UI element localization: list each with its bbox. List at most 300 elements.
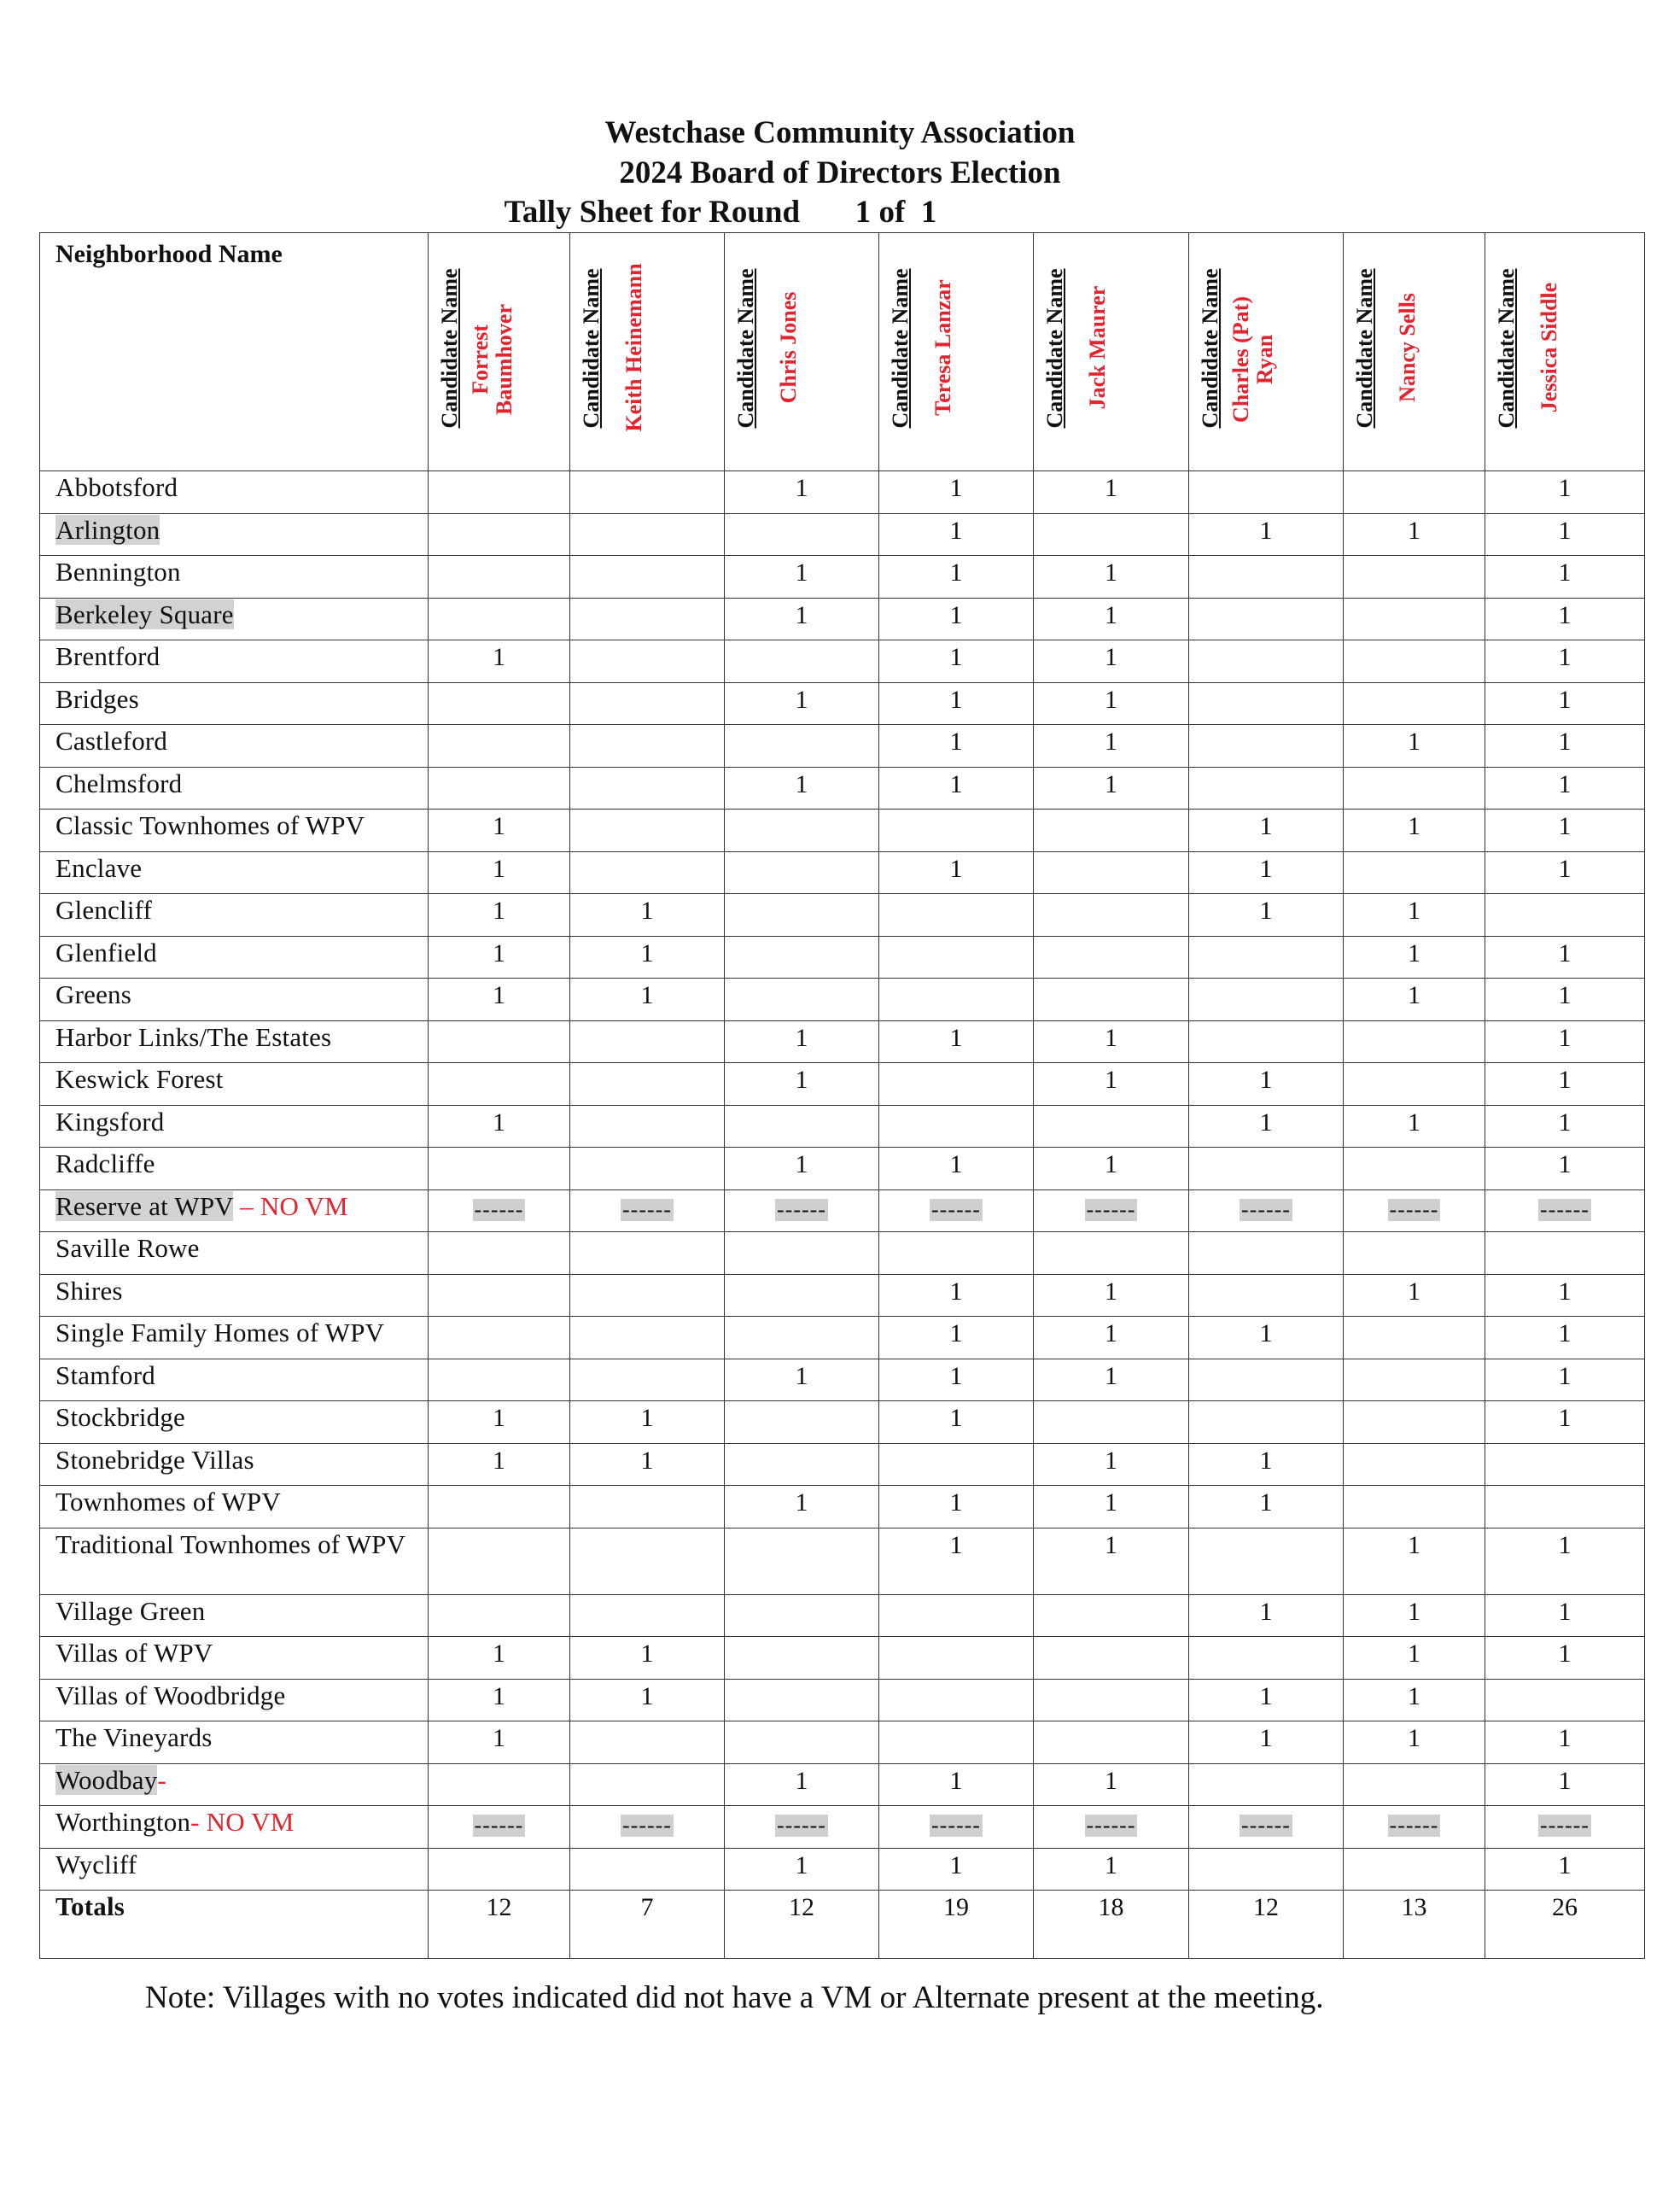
vote-cell <box>429 1679 570 1721</box>
vote-cell <box>1189 1359 1344 1401</box>
vote-mark: 1 <box>1558 1066 1572 1094</box>
vote-mark: 1 <box>949 728 963 756</box>
vote-cell <box>429 1148 570 1190</box>
vote-cell <box>879 1763 1034 1806</box>
vote-cell <box>1189 767 1344 810</box>
vote-mark: 1 <box>1408 728 1420 756</box>
vote-cell <box>1034 1020 1189 1063</box>
vote-cell <box>570 894 725 937</box>
no-vm-note: – NO VM <box>233 1190 348 1221</box>
neighborhood-name <box>40 725 429 768</box>
neighborhood-name <box>40 1721 429 1764</box>
neighborhood-label: Shires <box>55 1275 123 1306</box>
table-row <box>40 556 1645 599</box>
vote-mark: 1 <box>1408 1108 1420 1137</box>
vote-cell <box>1485 513 1645 556</box>
vote-cell <box>1485 1105 1645 1148</box>
association-title: Westchase Community Association <box>604 115 1076 150</box>
vote-cell <box>1189 810 1344 852</box>
vote-mark: 1 <box>640 1446 654 1475</box>
vote-cell <box>570 1594 725 1637</box>
neighborhood-name <box>40 979 429 1021</box>
no-vote-dashes: ------ <box>1540 1813 1590 1838</box>
no-vote-dashes: ------ <box>1241 1196 1291 1222</box>
vote-cell <box>1485 1806 1645 1849</box>
vote-cell <box>1034 598 1189 640</box>
neighborhood-label: Stamford <box>55 1359 155 1390</box>
candidate-name: Jessica Siddle <box>1537 282 1561 413</box>
table-row <box>40 979 1645 1021</box>
vote-mark: 1 <box>493 1108 505 1137</box>
vote-mark: 1 <box>795 1766 808 1795</box>
vote-cell <box>725 556 879 599</box>
neighborhood-label: Woodbay <box>55 1764 158 1795</box>
neighborhood-label: Keswick Forest <box>55 1064 224 1094</box>
vote-cell <box>570 1848 725 1891</box>
neighborhood-name <box>40 1848 429 1891</box>
vote-cell <box>1485 556 1645 599</box>
table-row <box>40 1317 1645 1359</box>
vote-cell <box>1344 598 1485 640</box>
vote-cell <box>570 725 725 768</box>
neighborhood-label: Harbor Links/The Estates <box>55 1021 332 1052</box>
vote-cell <box>1344 1848 1485 1891</box>
vote-cell <box>1344 810 1485 852</box>
vote-cell <box>1485 851 1645 894</box>
vote-cell <box>879 851 1034 894</box>
vote-cell <box>725 1763 879 1806</box>
table-row <box>40 1274 1645 1317</box>
vote-mark: 1 <box>493 981 505 1009</box>
vote-cell <box>429 1443 570 1486</box>
vote-cell <box>1034 1105 1189 1148</box>
candidate-name: Jack Maurer <box>1085 285 1110 410</box>
vote-cell <box>879 471 1034 514</box>
vote-cell <box>725 1105 879 1148</box>
no-vm-note: - <box>157 1764 166 1795</box>
vote-mark: 1 <box>1558 728 1572 756</box>
vote-mark: 1 <box>1105 1530 1117 1559</box>
vote-mark: 1 <box>949 1530 963 1559</box>
vote-cell <box>1189 1637 1344 1680</box>
vote-mark: 1 <box>795 1066 808 1094</box>
vote-cell <box>1034 1063 1189 1106</box>
neighborhood-name <box>40 598 429 640</box>
vote-cell <box>725 1359 879 1401</box>
vote-cell <box>1034 810 1189 852</box>
vote-cell <box>1189 640 1344 683</box>
vote-cell <box>1189 1189 1344 1232</box>
vote-cell <box>1189 1721 1344 1764</box>
vote-cell <box>879 1806 1034 1849</box>
vote-cell <box>570 1763 725 1806</box>
vote-mark: 1 <box>949 474 963 502</box>
vote-mark: 1 <box>493 1446 505 1475</box>
vote-cell <box>1344 936 1485 979</box>
total-cell: 12 <box>725 1891 879 1959</box>
vote-cell <box>725 1317 879 1359</box>
table-row <box>40 1443 1645 1486</box>
vote-cell <box>1189 1443 1344 1486</box>
vote-cell <box>1344 1486 1485 1528</box>
candidate-name: Teresa Lanzar <box>930 279 955 416</box>
vote-cell <box>1485 1763 1645 1806</box>
vote-cell <box>1485 1721 1645 1764</box>
vote-cell <box>879 1359 1034 1401</box>
neighborhood-name <box>40 1232 429 1275</box>
vote-mark: 1 <box>1259 1446 1273 1475</box>
vote-cell <box>1034 1763 1189 1806</box>
vote-mark: 1 <box>795 558 808 587</box>
vote-cell <box>879 598 1034 640</box>
vote-cell <box>725 1806 879 1849</box>
vote-mark: 1 <box>1105 1766 1117 1795</box>
neighborhood-label: Single Family Homes of WPV <box>55 1318 385 1347</box>
total-cell: 12 <box>1189 1891 1344 1959</box>
vote-mark: 1 <box>1558 1150 1572 1178</box>
vote-cell <box>1485 1232 1645 1275</box>
vote-mark: 1 <box>949 1023 963 1052</box>
vote-mark: 1 <box>1105 685 1117 714</box>
vote-cell <box>879 1721 1034 1764</box>
vote-cell <box>570 1359 725 1401</box>
vote-mark: 1 <box>493 1681 505 1710</box>
vote-mark: 1 <box>1408 981 1420 1009</box>
no-vote-dashes: ------ <box>474 1196 524 1222</box>
table-row <box>40 1105 1645 1148</box>
totals-row <box>40 1891 1645 1959</box>
no-vote-dashes: ------ <box>622 1196 672 1222</box>
candidate-name-label: Candidate Name <box>1352 268 1377 429</box>
vote-mark: 1 <box>795 1850 808 1879</box>
vote-cell <box>879 1189 1034 1232</box>
vote-cell <box>1034 1359 1189 1401</box>
vote-mark: 1 <box>1105 1446 1117 1475</box>
vote-mark: 1 <box>1558 812 1572 840</box>
vote-mark: 1 <box>493 643 505 671</box>
candidate-header-teresa-lanzar <box>879 233 1034 471</box>
neighborhood-label: Chelmsford <box>55 768 183 798</box>
vote-cell <box>1034 936 1189 979</box>
neighborhood-label: Classic Townhomes of WPV <box>55 810 365 840</box>
neighborhood-label: Bennington <box>55 557 181 587</box>
vote-cell <box>879 513 1034 556</box>
vote-cell <box>1485 1148 1645 1190</box>
vote-cell <box>1189 1063 1344 1106</box>
table-row <box>40 767 1645 810</box>
vote-cell <box>879 936 1034 979</box>
candidate-header-chris-jones <box>725 233 879 471</box>
vote-cell <box>570 598 725 640</box>
vote-mark: 1 <box>1259 854 1273 883</box>
neighborhood-name <box>40 1637 429 1680</box>
no-vote-dashes: ------ <box>777 1196 826 1222</box>
vote-mark: 1 <box>795 600 808 629</box>
vote-cell <box>1034 979 1189 1021</box>
vote-cell <box>429 682 570 725</box>
no-vote-dashes: ------ <box>1241 1813 1291 1838</box>
vote-cell <box>725 1528 879 1594</box>
neighborhood-header: Neighborhood Name <box>40 233 429 471</box>
vote-cell <box>879 1401 1034 1444</box>
vote-mark: 1 <box>795 1488 808 1517</box>
vote-cell <box>1485 725 1645 768</box>
vote-cell <box>1034 1148 1189 1190</box>
vote-cell <box>1344 1274 1485 1317</box>
vote-cell <box>429 1274 570 1317</box>
neighborhood-name <box>40 1401 429 1444</box>
vote-cell <box>570 513 725 556</box>
candidate-header-jessica-siddle <box>1485 233 1645 471</box>
vote-cell <box>1485 1443 1645 1486</box>
vote-cell <box>725 1148 879 1190</box>
vote-cell <box>1034 1848 1189 1891</box>
vote-cell <box>1034 1637 1189 1680</box>
vote-cell <box>879 1637 1034 1680</box>
no-vote-dashes: ------ <box>931 1196 981 1222</box>
vote-cell <box>1189 1486 1344 1528</box>
vote-cell <box>1189 725 1344 768</box>
vote-mark: 1 <box>1105 643 1117 671</box>
vote-cell <box>429 1401 570 1444</box>
vote-mark: 1 <box>1408 1277 1420 1306</box>
vote-cell <box>1344 1721 1485 1764</box>
table-row <box>40 810 1645 852</box>
total-cell: 7 <box>570 1891 725 1959</box>
vote-mark: 1 <box>1558 474 1572 502</box>
vote-cell <box>1344 513 1485 556</box>
vote-mark: 1 <box>795 1023 808 1052</box>
vote-cell <box>429 767 570 810</box>
vote-mark: 1 <box>1558 516 1572 545</box>
vote-mark: 1 <box>1259 812 1273 840</box>
vote-cell <box>1344 1806 1485 1849</box>
vote-cell <box>1485 471 1645 514</box>
no-vm-note: - NO VM <box>190 1807 295 1837</box>
neighborhood-name <box>40 682 429 725</box>
vote-mark: 1 <box>1408 897 1420 925</box>
vote-cell <box>1344 1189 1485 1232</box>
vote-mark: 1 <box>1558 558 1572 587</box>
neighborhood-name <box>40 1594 429 1637</box>
vote-mark: 1 <box>493 1404 505 1432</box>
vote-cell <box>570 1105 725 1148</box>
no-vote-dashes: ------ <box>1086 1196 1136 1222</box>
vote-cell <box>1344 556 1485 599</box>
vote-mark: 1 <box>640 981 654 1009</box>
table-row <box>40 1486 1645 1528</box>
neighborhood-label: Reserve at WPV <box>55 1190 234 1221</box>
neighborhood-name <box>40 1763 429 1806</box>
vote-cell <box>570 979 725 1021</box>
vote-cell <box>429 1232 570 1275</box>
vote-mark: 1 <box>1558 685 1572 714</box>
vote-mark: 1 <box>493 897 505 925</box>
no-vote-dashes: ------ <box>777 1813 826 1838</box>
vote-cell <box>1485 894 1645 937</box>
vote-cell <box>1034 725 1189 768</box>
vote-mark: 1 <box>1105 1361 1117 1390</box>
vote-cell <box>879 1679 1034 1721</box>
vote-cell <box>879 1486 1034 1528</box>
vote-cell <box>879 556 1034 599</box>
neighborhood-name <box>40 1105 429 1148</box>
neighborhood-label: Greens <box>55 979 131 1009</box>
vote-cell <box>1485 767 1645 810</box>
table-row <box>40 936 1645 979</box>
vote-cell <box>725 1401 879 1444</box>
vote-cell <box>570 1020 725 1063</box>
vote-cell <box>725 1486 879 1528</box>
vote-cell <box>1034 682 1189 725</box>
vote-cell <box>879 1148 1034 1190</box>
neighborhood-label: Abbotsford <box>55 472 178 502</box>
vote-mark: 1 <box>1105 1023 1117 1052</box>
candidate-name-label: Candidate Name <box>1042 268 1067 429</box>
vote-cell <box>1189 1148 1344 1190</box>
vote-cell <box>1034 1274 1189 1317</box>
vote-mark: 1 <box>1558 1530 1572 1559</box>
vote-cell <box>879 767 1034 810</box>
vote-cell <box>570 851 725 894</box>
table-row <box>40 1848 1645 1891</box>
table-row <box>40 471 1645 514</box>
neighborhood-name <box>40 1359 429 1401</box>
vote-cell <box>1189 556 1344 599</box>
neighborhood-name <box>40 810 429 852</box>
neighborhood-name <box>40 767 429 810</box>
total-cell: 26 <box>1485 1891 1645 1959</box>
candidate-name: Chris Jones <box>776 291 801 404</box>
vote-cell <box>879 1232 1034 1275</box>
vote-cell <box>879 1020 1034 1063</box>
vote-cell <box>1034 1594 1189 1637</box>
vote-cell <box>1485 1274 1645 1317</box>
neighborhood-label: Glenfield <box>55 937 157 967</box>
vote-cell <box>570 1528 725 1594</box>
table-row <box>40 1020 1645 1063</box>
vote-cell <box>879 1274 1034 1317</box>
vote-cell <box>879 640 1034 683</box>
table-row <box>40 1806 1645 1849</box>
vote-cell <box>570 1232 725 1275</box>
vote-cell <box>1344 1637 1485 1680</box>
vote-cell <box>429 851 570 894</box>
vote-cell <box>570 1148 725 1190</box>
vote-cell <box>725 1594 879 1637</box>
candidate-name: Forrest Baumhover <box>468 304 516 415</box>
neighborhood-label: Berkeley Square <box>55 599 234 629</box>
vote-cell <box>879 1594 1034 1637</box>
no-vote-dashes: ------ <box>474 1813 524 1838</box>
vote-cell <box>1034 1806 1189 1849</box>
vote-mark: 1 <box>1558 1277 1572 1306</box>
candidate-name: Charles (Pat) Ryan <box>1228 296 1277 424</box>
vote-cell <box>1034 1486 1189 1528</box>
vote-mark: 1 <box>1105 1850 1117 1879</box>
vote-cell <box>1344 767 1485 810</box>
vote-cell <box>429 1763 570 1806</box>
vote-cell <box>1034 471 1189 514</box>
vote-mark: 1 <box>795 1361 808 1390</box>
vote-cell <box>1034 767 1189 810</box>
vote-cell <box>879 1848 1034 1891</box>
neighborhood-label: Bridges <box>55 683 139 714</box>
vote-cell <box>1485 1063 1645 1106</box>
vote-cell <box>1189 1232 1344 1275</box>
vote-mark: 1 <box>1259 1681 1273 1710</box>
vote-cell <box>1189 1679 1344 1721</box>
vote-mark: 1 <box>1105 1150 1117 1178</box>
neighborhood-name <box>40 894 429 937</box>
table-row <box>40 894 1645 937</box>
vote-cell <box>1344 979 1485 1021</box>
vote-cell <box>1344 1063 1485 1106</box>
candidate-name-label: Candidate Name <box>1494 268 1519 429</box>
neighborhood-name <box>40 1148 429 1190</box>
vote-cell <box>429 725 570 768</box>
vote-mark: 1 <box>1259 516 1273 545</box>
no-vote-dashes: ------ <box>1540 1196 1590 1222</box>
no-vote-dashes: ------ <box>1389 1813 1439 1838</box>
vote-cell <box>570 1806 725 1849</box>
vote-mark: 1 <box>949 1488 963 1517</box>
vote-cell <box>1485 598 1645 640</box>
vote-cell <box>429 1594 570 1637</box>
vote-cell <box>429 1020 570 1063</box>
vote-cell <box>570 1063 725 1106</box>
vote-cell <box>570 1637 725 1680</box>
vote-cell <box>429 1105 570 1148</box>
vote-cell <box>570 1401 725 1444</box>
table-row <box>40 1148 1645 1190</box>
neighborhood-name <box>40 1679 429 1721</box>
vote-cell <box>570 767 725 810</box>
vote-cell <box>1344 1679 1485 1721</box>
candidate-name: Nancy Sells <box>1395 293 1420 402</box>
vote-mark: 1 <box>1259 1319 1273 1347</box>
vote-cell <box>879 894 1034 937</box>
table-row <box>40 1594 1645 1637</box>
vote-mark: 1 <box>795 1150 808 1178</box>
vote-mark: 1 <box>949 854 963 883</box>
vote-cell <box>1485 682 1645 725</box>
neighborhood-name <box>40 1528 429 1594</box>
neighborhood-name <box>40 851 429 894</box>
totals-label: Totals <box>40 1891 429 1959</box>
vote-mark: 1 <box>493 854 505 883</box>
vote-cell <box>1485 1594 1645 1637</box>
vote-mark: 1 <box>949 516 963 545</box>
neighborhood-label: Villas of WPV <box>55 1638 213 1668</box>
vote-cell <box>1034 1401 1189 1444</box>
neighborhood-label: Stockbridge <box>55 1402 186 1432</box>
neighborhood-name <box>40 1317 429 1359</box>
vote-cell <box>1034 1679 1189 1721</box>
table-row <box>40 1401 1645 1444</box>
vote-cell <box>429 598 570 640</box>
vote-cell <box>429 640 570 683</box>
vote-mark: 1 <box>1558 1597 1572 1626</box>
tally-body <box>40 471 1645 1959</box>
table-row <box>40 1763 1645 1806</box>
vote-cell <box>429 936 570 979</box>
vote-mark: 1 <box>640 1681 654 1710</box>
vote-cell <box>725 1848 879 1891</box>
vote-cell <box>1344 1594 1485 1637</box>
table-row <box>40 598 1645 640</box>
vote-mark: 1 <box>640 1640 654 1668</box>
